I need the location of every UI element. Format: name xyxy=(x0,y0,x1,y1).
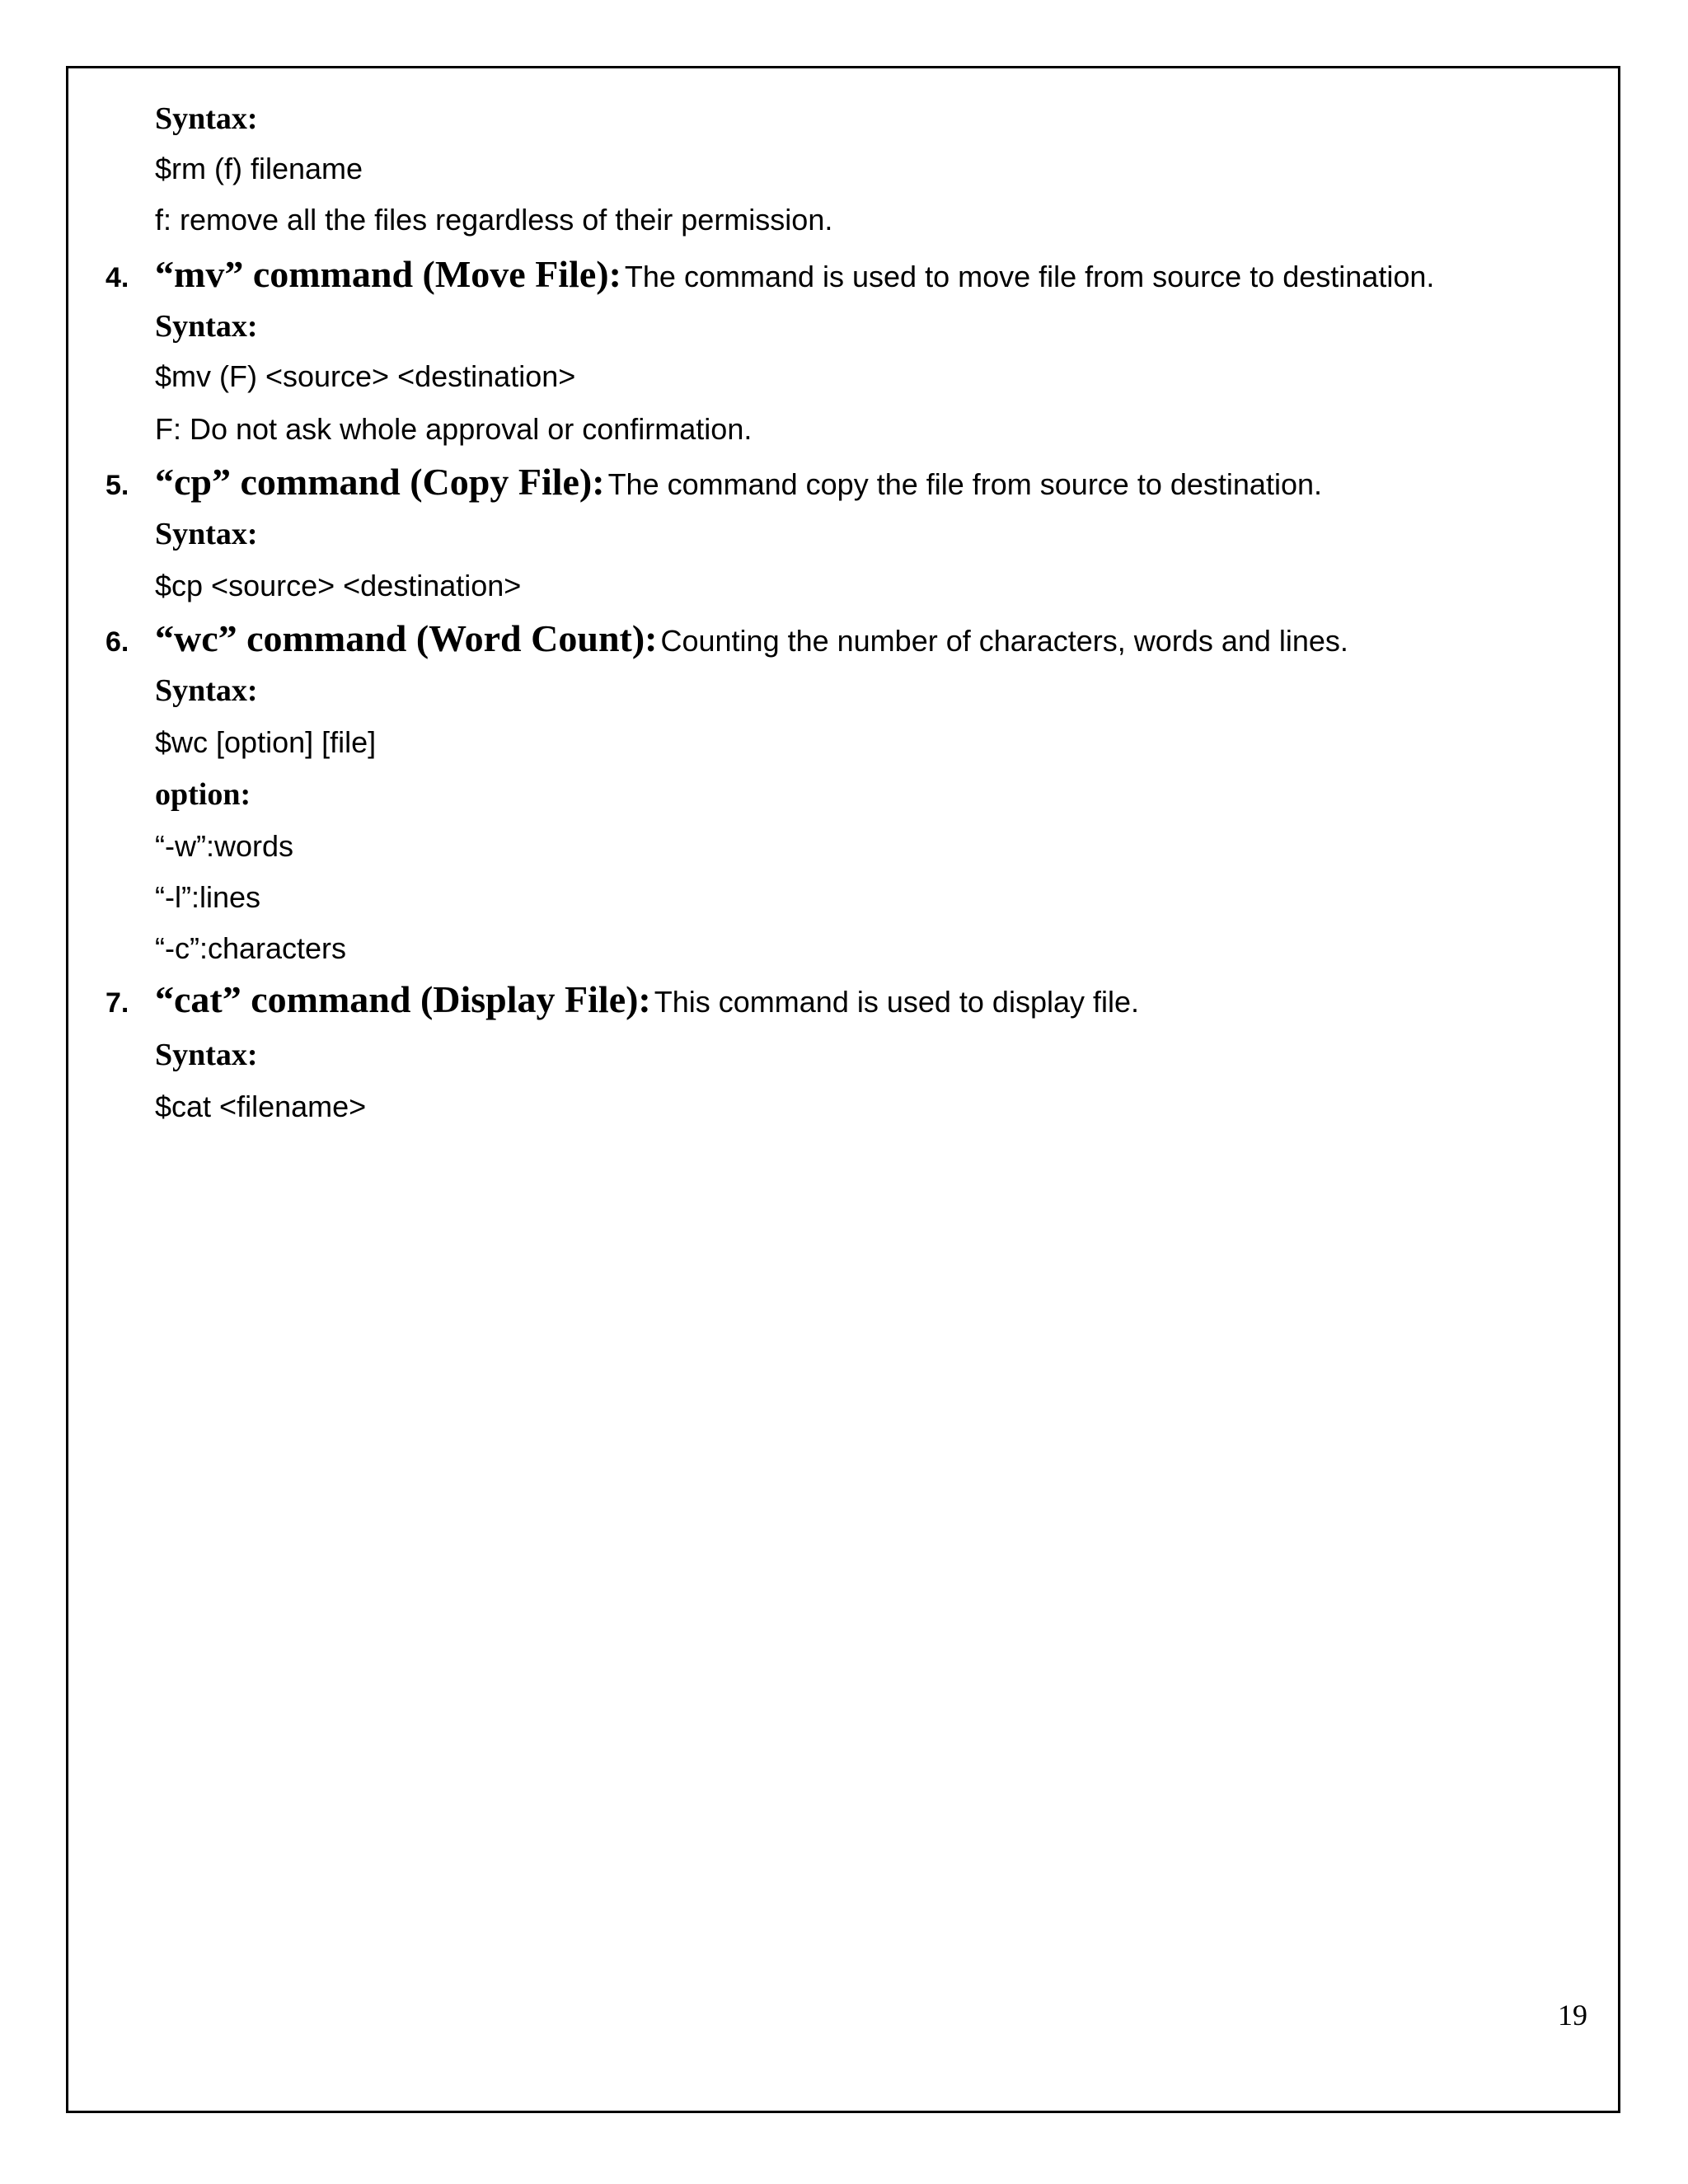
item-description: The command is used to move file from source to destination. xyxy=(624,260,1435,293)
item-syntax-line: $cat <filename> xyxy=(155,1090,367,1123)
option-item: “-l”:lines xyxy=(155,880,261,914)
item-note: F: Do not ask whole approval or confirmation. xyxy=(155,412,753,446)
item-heading xyxy=(155,460,1322,504)
item-syntax-label: Syntax: xyxy=(155,517,258,551)
item-title: “cp” command (Copy File): xyxy=(155,461,605,503)
option-item: “-c”:characters xyxy=(155,931,347,965)
item-syntax-line: $wc [option] [file] xyxy=(155,725,377,759)
item-syntax-label: Syntax: xyxy=(155,1038,258,1072)
intro-syntax-line: $rm (f) filename xyxy=(155,152,363,185)
item-syntax-label: Syntax: xyxy=(155,673,258,708)
page-number: 19 xyxy=(1558,1999,1587,2032)
item-heading xyxy=(155,977,1139,1021)
item-description: The command copy the file from source to destination. xyxy=(607,467,1322,501)
intro-note: f: remove all the files regardless of their permission. xyxy=(155,203,833,237)
item-heading xyxy=(155,616,1348,660)
item-title: “mv” command (Move File): xyxy=(155,253,621,295)
item-title: “wc” command (Word Count): xyxy=(155,617,658,659)
item-syntax-line: $mv (F) <source> <destination> xyxy=(155,359,576,393)
item-number: 5. xyxy=(106,470,129,501)
item-heading xyxy=(155,252,1434,296)
item-number: 7. xyxy=(106,987,129,1019)
item-description: Counting the number of characters, words and lines. xyxy=(660,624,1348,658)
item-syntax-label: Syntax: xyxy=(155,309,258,344)
intro-syntax-label: Syntax: xyxy=(155,101,258,136)
option-item: “-w”:words xyxy=(155,829,293,863)
item-description: This command is used to display file. xyxy=(654,985,1140,1019)
item-title: “cat” command (Display File): xyxy=(155,978,651,1020)
item-number: 4. xyxy=(106,262,129,293)
item-syntax-line: $cp <source> <destination> xyxy=(155,569,522,602)
item-option-label: option: xyxy=(155,777,251,812)
item-number: 6. xyxy=(106,626,129,658)
